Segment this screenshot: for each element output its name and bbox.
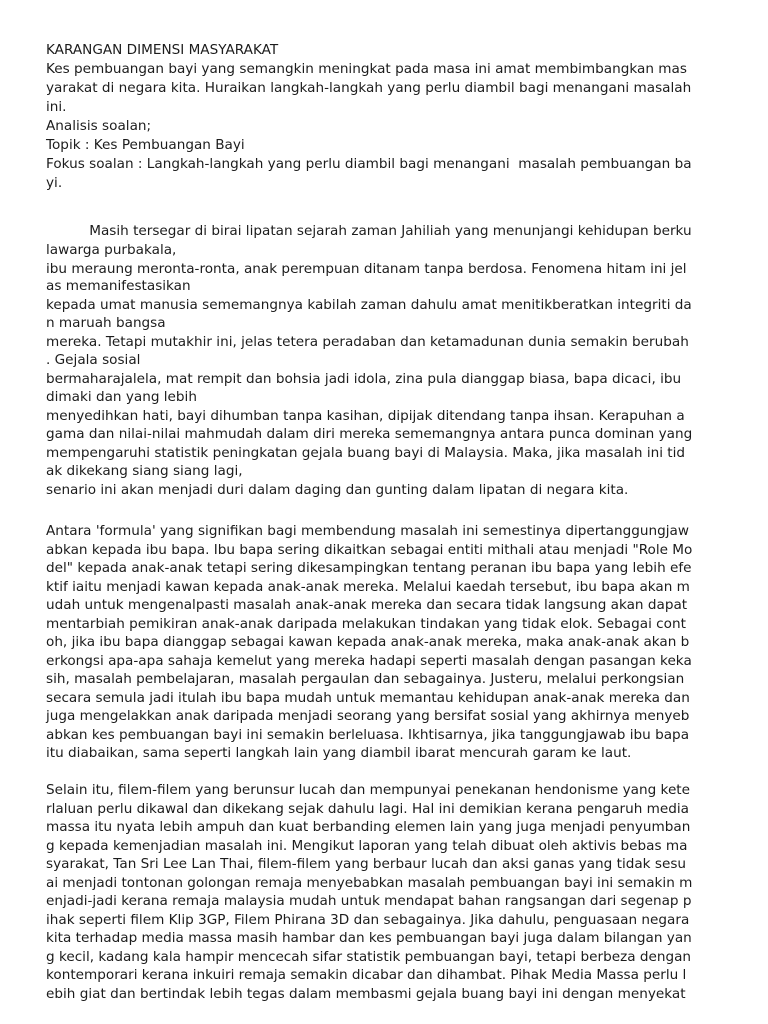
analysis-heading: Analisis soalan; bbox=[46, 118, 152, 134]
paragraph-line: itu diabaikan, sama seperti langkah lain yang diambil ibarat mencurah garam ke laut. bbox=[46, 745, 632, 761]
focus-line: yi. bbox=[46, 175, 63, 191]
paragraph-line: ebih giat dan bertindak lebih tegas dalam membasmi gejala buang bayi ini dengan menyekat bbox=[46, 986, 686, 1002]
paragraph-line: g kepada kemenjadian masalah ini. Mengikut laporan yang telah dibuat oleh aktivis bebas ma bbox=[46, 838, 688, 854]
paragraph-line: kontemporari kerana inkuiri remaja semakin dicabar dan dihambat. Pihak Media Massa perlu l bbox=[46, 967, 687, 983]
paragraph-line: ibu meraung meronta-ronta, anak perempuan ditanam tanpa berdosa. Fenomena hitam ini jel bbox=[46, 261, 687, 277]
paragraph-line: Selain itu, filem-filem yang berunsur lucah dan mempunyai penekanan hendonisme yang kete bbox=[46, 782, 691, 798]
focus-line: Fokus soalan : Langkah-langkah yang perlu diambil bagi menangani masalah pembuangan ba bbox=[46, 156, 692, 172]
paragraph-line: lawarga purbakala, bbox=[46, 242, 177, 258]
paragraph-line: secara semula jadi itulah ibu bapa mudah untuk memantau kehidupan anak-anak mereka dan bbox=[46, 690, 690, 706]
paragraph-line: as memanifestasikan bbox=[46, 278, 191, 294]
question-line: ini. bbox=[46, 99, 67, 115]
paragraph-line: ihak seperti filem Klip 3GP, Filem Phirana 3D dan sebagainya. Jika dahulu, penguasaan negara bbox=[46, 912, 690, 928]
paragraph-line: g kecil, kadang kala hampir mencecah sifar statistik pembuangan bayi, tetapi berbeza dengan bbox=[46, 949, 692, 965]
paragraph-line: n maruah bangsa bbox=[46, 315, 166, 331]
paragraph-line: Antara 'formula' yang signifikan bagi membendung masalah ini semestinya dipertanggungjaw bbox=[46, 523, 689, 539]
topic-line: Topik : Kes Pembuangan Bayi bbox=[46, 137, 245, 153]
paragraph-line: menyedihkan hati, bayi dihumban tanpa kasihan, dipijak ditendang tanpa ihsan. Kerapuhan a bbox=[46, 408, 685, 424]
paragraph-line: rlaluan perlu dikawal dan dikekang sejak dahulu lagi. Hal ini demikian kerana pengaruh media bbox=[46, 801, 690, 817]
paragraph-line: oh, jika ibu bapa dianggap sebagai kawan kepada anak-anak mereka, maka anak-anak akan b bbox=[46, 634, 690, 650]
paragraph-line: Masih tersegar di birai lipatan sejarah zaman Jahiliah yang menunjangi kehidupan berku bbox=[46, 223, 692, 239]
paragraph-line: ai menjadi tontonan golongan remaja menyebabkan masalah pembuangan bayi ini semakin m bbox=[46, 875, 693, 891]
paragraph-line: ak dikekang siang siang lagi, bbox=[46, 463, 243, 479]
paragraph-line: udah untuk mengenalpasti masalah anak-anak mereka dan secara tidak langsung akan dapat bbox=[46, 597, 688, 613]
paragraph-line: . Gejala sosial bbox=[46, 352, 141, 368]
paragraph-line: abkan kes pembuangan bayi ini semakin berleluasa. Ikhtisarnya, jika tanggungjawab ibu bapa bbox=[46, 727, 690, 743]
paragraph-line: ktif iaitu menjadi kawan kepada anak-anak mereka. Melalui kaedah tersebut, ibu bapa akan m bbox=[46, 579, 690, 595]
paragraph-line: bermaharajalela, mat rempit dan bohsia jadi idola, zina pula dianggap biasa, bapa dicaci, ibu bbox=[46, 371, 682, 387]
paragraph-line: mempengaruhi statistik peningkatan gejala buang bayi di Malaysia. Maka, jika masalah ini tid bbox=[46, 445, 686, 461]
paragraph-line: erkongsi apa-apa sahaja kemelut yang mereka hadapi seperti masalah dengan pasangan keka bbox=[46, 653, 692, 669]
paragraph-line: mereka. Tetapi mutakhir ini, jelas tetera peradaban dan ketamadunan dunia semakin berubah bbox=[46, 334, 689, 350]
paragraph-line: syarakat, Tan Sri Lee Lan Thai, filem-filem yang berbaur lucah dan aksi ganas yang tidak sesu bbox=[46, 856, 687, 872]
document-title: KARANGAN DIMENSI MASYARAKAT bbox=[46, 42, 279, 58]
paragraph-line: mentarbiah pemikiran anak-anak daripada melakukan tindakan yang tidak elok. Sebagai cont bbox=[46, 616, 686, 632]
paragraph-line: senario ini akan menjadi duri dalam daging dan gunting dalam lipatan di negara kita. bbox=[46, 482, 629, 498]
paragraph-line: abkan kepada ibu bapa. Ibu bapa sering dikaitkan sebagai entiti mithali atau menjadi "Role Mo bbox=[46, 542, 693, 558]
paragraph-line: juga mengelakkan anak daripada menjadi seorang yang bersifat sosial yang akhirnya menyeb bbox=[46, 708, 690, 724]
paragraph-line: enjadi-jadi kerana remaja malaysia mudah untuk mendapat bahan rangsangan dari segenap p bbox=[46, 893, 692, 909]
question-line: yarakat di negara kita. Huraikan langkah-langkah yang perlu diambil bagi menangani masalah bbox=[46, 80, 692, 96]
paragraph-line: massa itu nyata lebih ampuh dan kuat berbanding elemen lain yang juga menjadi penyumban bbox=[46, 819, 691, 835]
paragraph-line: gama dan nilai-nilai mahmudah dalam diri mereka sememangnya antara punca dominan yang bbox=[46, 426, 693, 442]
paragraph-line: del" kepada anak-anak tetapi sering dikesampingkan tentang peranan ibu bapa yang lebih efe bbox=[46, 560, 692, 576]
paragraph-line: dimaki dan yang lebih bbox=[46, 389, 197, 405]
paragraph-line: kepada umat manusia sememangnya kabilah zaman dahulu amat menitikberatkan integriti da bbox=[46, 297, 692, 313]
question-line: Kes pembuangan bayi yang semangkin meningkat pada masa ini amat membimbangkan mas bbox=[46, 61, 687, 77]
paragraph-line: kita terhadap media massa masih hambar dan kes pembuangan bayi juga dalam bilangan yan bbox=[46, 930, 692, 946]
paragraph-line: sih, masalah pembelajaran, masalah pergaulan dan sebagainya. Justeru, melalui perkongsian bbox=[46, 671, 685, 687]
